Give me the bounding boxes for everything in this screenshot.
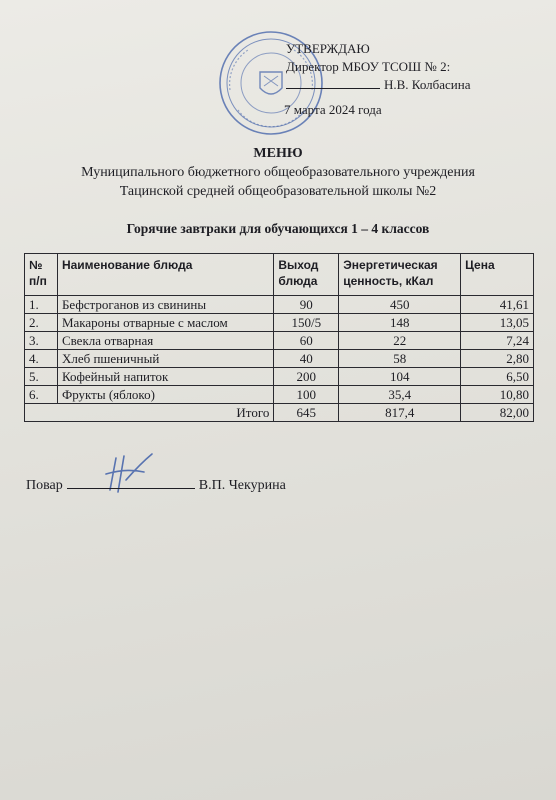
row-price: 7,24 [461, 332, 534, 350]
table-row [25, 332, 534, 350]
total-yield: 645 [274, 404, 339, 422]
row-num: 4. [25, 350, 58, 368]
header-yield: Выход блюда [274, 254, 339, 296]
row-name: Фрукты (яблоко) [57, 386, 273, 404]
signature-underline [286, 76, 380, 89]
table-row [25, 350, 534, 368]
row-yield: 100 [274, 386, 339, 404]
row-price: 2,80 [461, 350, 534, 368]
row-num: 1. [25, 296, 58, 314]
approval-signer: Н.В. Колбасина [384, 77, 471, 92]
total-price: 82,00 [461, 404, 534, 422]
row-name: Хлеб пшеничный [57, 350, 273, 368]
header-energy: Энергетическая ценность, кКал [339, 254, 461, 296]
organization-line-1: Муниципального бюджетного общеобразовательного учреждения [81, 165, 475, 180]
table-header-row [25, 254, 534, 296]
row-name: Бефстроганов из свинины [57, 296, 273, 314]
menu-table [24, 253, 534, 422]
row-energy: 35,4 [339, 386, 461, 404]
cook-line [26, 476, 286, 494]
row-price: 10,80 [461, 386, 534, 404]
approval-position: Директор МБОУ ТСОШ № 2: [286, 59, 451, 74]
row-price: 41,61 [461, 296, 534, 314]
row-yield: 40 [274, 350, 339, 368]
table-row [25, 314, 534, 332]
row-name: Свекла отварная [57, 332, 273, 350]
row-energy: 22 [339, 332, 461, 350]
table-row [25, 368, 534, 386]
row-name: Макароны отварные с маслом [57, 314, 273, 332]
approval-date: 7 марта 2024 года [284, 102, 382, 117]
row-num: 3. [25, 332, 58, 350]
cook-signature-underline [67, 476, 195, 489]
approval-signature-line [286, 76, 471, 94]
row-yield: 200 [274, 368, 339, 386]
header-name: Наименование блюда [57, 254, 273, 296]
menu-subtitle: Горячие завтраки для обучающихся 1 – 4 классов [126, 221, 430, 236]
cook-role: Повар [26, 478, 63, 493]
row-yield: 150/5 [274, 314, 339, 332]
header-num: № п/п [25, 254, 58, 296]
cook-name: В.П. Чекурина [198, 478, 286, 493]
row-energy: 148 [339, 314, 461, 332]
total-label: Итого [25, 404, 274, 422]
row-energy: 450 [339, 296, 461, 314]
row-num: 5. [25, 368, 58, 386]
row-yield: 90 [274, 296, 339, 314]
organization-line-2: Тацинской средней общеобразовательной школы №2 [119, 184, 437, 199]
page-title: МЕНЮ [253, 146, 303, 161]
row-num: 2. [25, 314, 58, 332]
approval-heading: УТВЕРЖДАЮ [286, 41, 370, 56]
header-price: Цена [461, 254, 534, 296]
table-total-row [25, 404, 534, 422]
row-energy: 104 [339, 368, 461, 386]
row-yield: 60 [274, 332, 339, 350]
total-energy: 817,4 [339, 404, 461, 422]
row-name: Кофейный напиток [57, 368, 273, 386]
table-row [25, 386, 534, 404]
row-price: 6,50 [461, 368, 534, 386]
table-row [25, 296, 534, 314]
row-price: 13,05 [461, 314, 534, 332]
row-energy: 58 [339, 350, 461, 368]
row-num: 6. [25, 386, 58, 404]
